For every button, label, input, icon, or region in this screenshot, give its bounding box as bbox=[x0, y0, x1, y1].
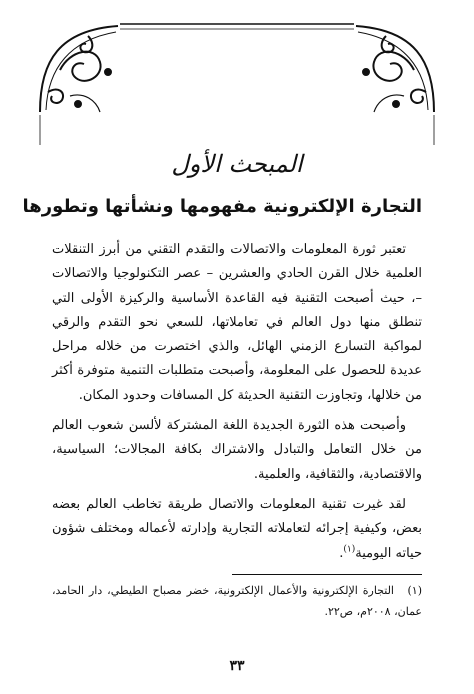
footnote bbox=[52, 580, 422, 622]
corner-ornament-left-icon bbox=[40, 26, 118, 112]
footnote-number: (١) bbox=[407, 584, 422, 597]
paragraph-2: وأصبحت هذه الثورة الجديدة اللغة المشتركة لألسن شعوب العالم من خلال التعامل والتبادل والاشتراك بكافة المجالات؛ السياسية، والاقتصادية، والثقافية، والعلمية. bbox=[52, 418, 422, 482]
paragraph-1: تعتبر ثورة المعلومات والاتصالات والتقدم التقني من أبرز التنقلات العلمية خلال القرن الحادي والعشرين – عصر التكنولوجيا والاتصالات –، حيث أصبحت التقنية فيه القاعدة الأساسية والركيزة الأولى التي تنطلق منها دول العالم في تعاملاتها، للسعي نحو التقدم والرقي لمواكبة التسارع الزمني الهائل، والذي اختصرت من خلاله مراحل عديدة للحصول على المعلومة، وأصبحت متطلبات التنمية متوفرة أكثر من خلالها، وتجاوزت التقنية الحديثة كل المسافات وحدود المكان. bbox=[52, 242, 422, 403]
page-number: ٣٣ bbox=[229, 658, 245, 674]
body-text bbox=[52, 238, 422, 572]
footnote-text: التجارة الإلكترونية والأعمال الإلكترونية، خضر مصباح الطيطي، دار الحامد، عمان، ٢٠٠٨م، ص٢٢. bbox=[52, 584, 422, 618]
paragraph-3: لقد غيرت تقنية المعلومات والاتصال طريقة تخاطب العالم بعضه بعض، وكيفية إجرائه لتعاملاته التجارية وإدارته لأعماله ومختلف شؤون حياته اليومية$^{(١)}$. bbox=[52, 496, 422, 561]
corner-ornament-right-icon bbox=[356, 26, 434, 112]
footnote-divider bbox=[232, 574, 422, 575]
section-label: المبحث الأول bbox=[171, 150, 303, 178]
paragraph-3-text: لقد غيرت تقنية المعلومات والاتصال طريقة تخاطب العالم بعضه بعض، وكيفية إجرائه لتعاملاته التجارية وإدارته لأعماله ومختلف شؤون حياته اليومية bbox=[52, 496, 422, 561]
footnote-marker[interactable]: (١) bbox=[343, 544, 356, 555]
chapter-title: التجارة الإلكترونية مفهومها ونشأتها وتطورها bbox=[22, 196, 422, 217]
